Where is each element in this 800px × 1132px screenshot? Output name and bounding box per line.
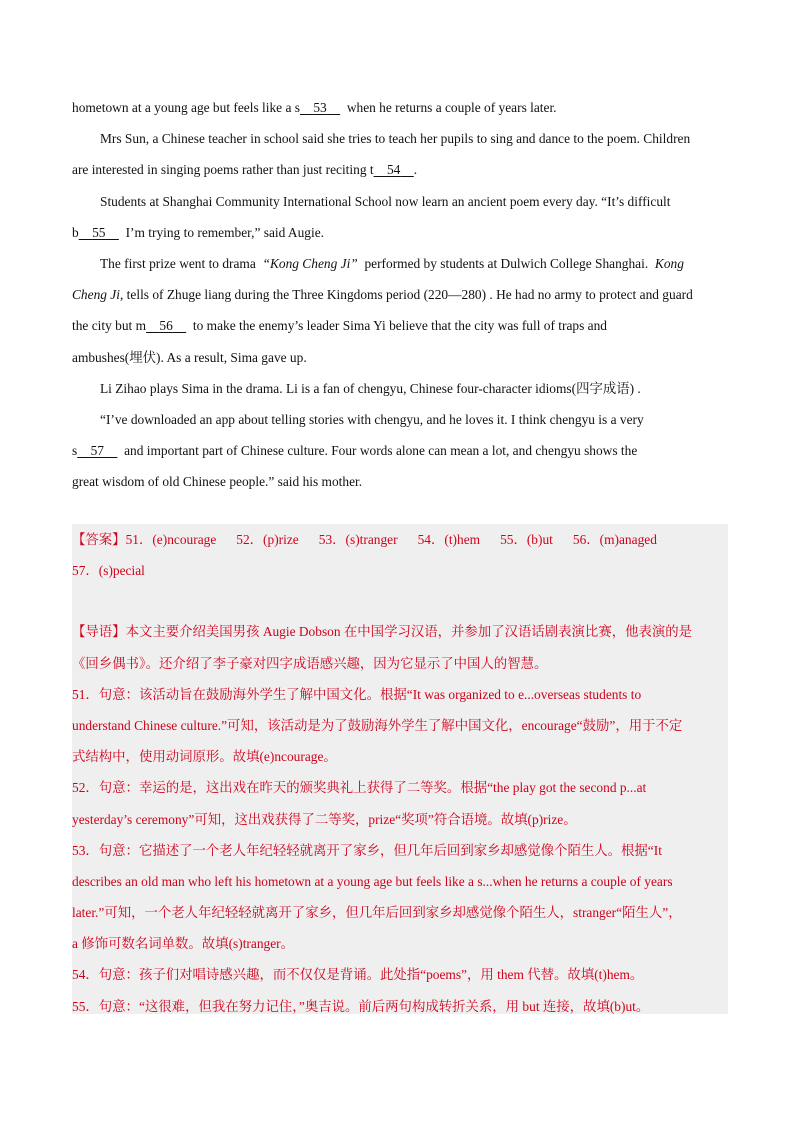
blank-53: 53 bbox=[313, 100, 327, 115]
explanation-line: later.”可知，一个老人年纪轻轻就离开了家乡，但几年后回到家乡却感觉像个陌生人，stranger“陌生人”， bbox=[72, 905, 682, 921]
explanation-line: a 修饰可数名词单数。故填(s)tranger。 bbox=[72, 936, 295, 952]
passage-line: Li Zihao plays Sima in the drama. Li is a fan of chengyu, Chinese four-character idioms(四字成语) . bbox=[100, 380, 641, 396]
explanation-line: understand Chinese culture.”可知，该活动是为了鼓励海外学生了解中国文化，encourage“鼓励”，用于不定 bbox=[72, 717, 683, 733]
passage-text: The first prize went to drama bbox=[100, 255, 256, 271]
blank-55: 55 bbox=[92, 224, 106, 240]
explanation-line: yesterday’s ceremony”可知，这出戏获得了二等奖，prize“奖项”符合语境。故填(p)rize。 bbox=[72, 811, 577, 827]
answer-section bbox=[72, 524, 728, 1014]
passage-line: ambushes(埋伏). As a result, Sima gave up. bbox=[72, 349, 307, 365]
drama-title: Cheng Ji bbox=[72, 287, 120, 303]
answer-content bbox=[72, 524, 728, 1022]
passage-text: , tells of Zhuge liang during the Three Kingdoms period (220—280) . He had no army to protect and guard bbox=[119, 287, 693, 303]
passage-text: b bbox=[72, 224, 79, 240]
guide-text: 本文主要介绍美国男孩 Augie Dobson 在中国学习汉语，并参加了汉语话剧表演比赛，他表演的是 bbox=[125, 624, 693, 640]
passage-text: performed by students at Dulwich College Shanghai. bbox=[364, 255, 649, 271]
answer-item: 53．(s)tranger bbox=[318, 532, 398, 547]
passage-line: great wisdom of old Chinese people.” said his mother. bbox=[72, 474, 363, 490]
answer-item: 52．(p)rize bbox=[236, 532, 299, 547]
explanation-line: 54．句意：孩子们对唱诗感兴趣，而不仅仅是背诵。此处指“poems”，用 them 代替。故填(t)hem。 bbox=[72, 967, 644, 983]
drama-title: “Kong Cheng Ji” bbox=[262, 255, 358, 271]
explanation-line: 55．句意：“这很难，但我在努力记住，”奥吉说。前后两句构成转折关系，用 but 连接，故填(b)ut。 bbox=[72, 998, 650, 1014]
blank-57: 57 bbox=[90, 443, 104, 459]
passage-line bbox=[72, 279, 732, 310]
passage-line bbox=[72, 217, 732, 248]
passage-line: Students at Shanghai Community International School now learn an ancient poem every day. “It’s difficult bbox=[100, 193, 671, 209]
explanation-line: 式结构中，使用动词原形。故填(e)ncourage。 bbox=[72, 749, 337, 765]
passage-text: I’m trying to remember,” said Augie. bbox=[125, 224, 324, 240]
passage-line bbox=[72, 154, 732, 185]
passage-line bbox=[72, 435, 732, 466]
answer-item: 54．(t)hem bbox=[417, 532, 481, 547]
answer-item: 56．(m)anaged bbox=[572, 532, 657, 547]
answer-item: 51．(e)ncourage bbox=[125, 532, 217, 547]
reading-passage bbox=[72, 92, 732, 497]
passage-line bbox=[72, 248, 732, 279]
passage-text: and important part of Chinese culture. Four words alone can mean a lot, and chengyu shows the bbox=[124, 443, 638, 459]
passage-text: . bbox=[413, 162, 418, 178]
passage-text: to make the enemy’s leader Sima Yi believe that the city was full of traps and bbox=[192, 318, 608, 334]
answer-item: 55．(b)ut bbox=[500, 532, 553, 547]
passage-text: are interested in singing poems rather than just reciting t bbox=[72, 162, 374, 178]
guide-label: 【导语】 bbox=[72, 624, 126, 640]
passage-text: hometown at a young age but feels like a s bbox=[72, 100, 300, 115]
passage-line bbox=[72, 310, 732, 341]
explanation-line: 52．句意：幸运的是，这出戏在昨天的颁奖典礼上获得了二等奖。根据“the play got the second p...at bbox=[72, 780, 647, 796]
passage-text: s bbox=[72, 443, 78, 459]
explanation-line: describes an old man who left his hometown at a young age but feels like a s...when he returns a couple of years bbox=[72, 873, 673, 889]
passage-line: Mrs Sun, a Chinese teacher in school said she tries to teach her pupils to sing and dance to the poem. Children bbox=[100, 131, 691, 147]
blank-54: 54 bbox=[386, 162, 401, 178]
drama-title: Kong bbox=[654, 255, 684, 271]
passage-text: when he returns a couple of years later. bbox=[346, 100, 557, 115]
passage-line: “I’ve downloaded an app about telling stories with chengyu, and he loves it. I think chengyu is a very bbox=[100, 411, 644, 427]
passage-line bbox=[72, 92, 732, 123]
blank-56: 56 bbox=[159, 318, 173, 334]
explanation-line: 51．句意：该活动旨在鼓励海外学生了解中国文化。根据“It was organized to e...overseas students to bbox=[72, 686, 642, 702]
guide-line: 《回乡偶书》。还介绍了李子豪对四字成语感兴趣，因为它显示了中国人的智慧。 bbox=[72, 655, 548, 671]
answer-line bbox=[72, 524, 728, 555]
answer-line: 57．(s)pecial bbox=[72, 563, 145, 579]
explanation-line: 53．句意：它描述了一个老人年纪轻轻就离开了家乡，但几年后回到家乡却感觉像个陌生人。根据“It bbox=[72, 842, 662, 858]
guide-line bbox=[72, 616, 728, 647]
answer-label: 【答案】 bbox=[72, 532, 126, 547]
passage-text: the city but m bbox=[72, 318, 147, 334]
